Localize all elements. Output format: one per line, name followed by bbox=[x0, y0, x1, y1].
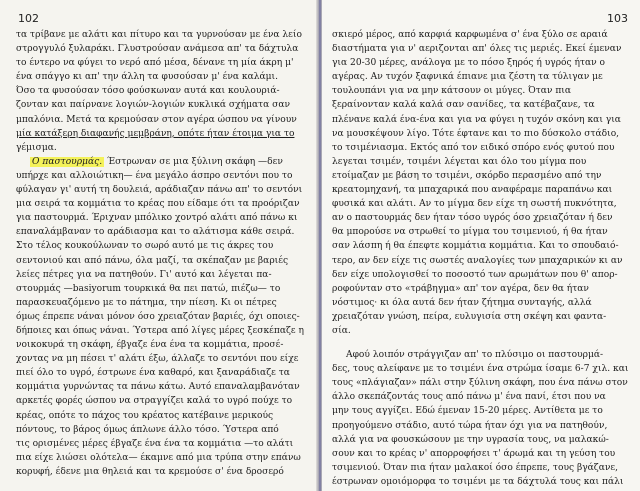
text-line: μία κατάξερη διαφανής μεμβράνη, οπότε ήταν έτοιμα για το bbox=[16, 128, 295, 139]
left-page-number: 102 bbox=[18, 12, 39, 25]
text-line: το τσιμένιασμα. Εκτός από τον ειδικό σπόρο ενός φυτού που bbox=[332, 142, 615, 153]
text-line: στρογγυλό ξυλαράκι. Γλυστρούσαν ανάμεσα απ' τα δάχτυλα bbox=[16, 44, 299, 55]
text-line: φύλαγαν γι' αυτή τη δουλειά, αράδιαζαν πάνω απ' το σεντόνι bbox=[16, 185, 303, 196]
text-line: Όσο τα φυσούσαν τόσο φούσκωναν αυτά και κουλουριά- bbox=[16, 86, 280, 97]
text-line: κρεατομηχανή, τα μπαχαρικά που αναφέραμε παραπάνω και bbox=[332, 185, 613, 196]
text-line: τα τρίβανε με αλάτι και πίτυρο και τα γυρνούσαν με ένα λείο bbox=[16, 30, 302, 40]
text-line: δεν είχε υπολογισθεί το ποσοστό των αρωμάτων που θ' απορ- bbox=[332, 269, 618, 280]
text-line: ένα σπάγγο κι απ' την άλλη τα φυσούσαν μ' ένα καλάμι. bbox=[16, 72, 278, 83]
right-page bbox=[322, 0, 640, 491]
left-page bbox=[0, 0, 318, 491]
left-page-text bbox=[16, 28, 306, 479]
text-line: Στο τέλος κουκούλωναν το σωρό αυτό με τις άκρες του bbox=[16, 241, 274, 252]
text-line: σαν λάσπη ή θα έπεφτε κομμάτια κομμάτια. Και το σπουδαιό- bbox=[332, 241, 619, 252]
text-line: για 20-30 μέρες, ανάλογα με το πόσο ξηρός ή υγρός ήταν ο bbox=[332, 58, 606, 69]
text-line: ροφούνταν στο «τράβηγμα» απ' τον αγέρα, δεν θα ήταν bbox=[332, 283, 589, 294]
text-line: σκιερό μέρος, από καρφιά καρφωμένα σ' ένα ξύλο σε αραιά bbox=[332, 30, 608, 40]
text-line: πια είχε λιώσει ολότελα— έκαμνε από μια τρύπα στην επάνω bbox=[16, 452, 301, 463]
text-line: επαναλάμβαναν το αράδιασμα και το αλάτισμα κάθε σειρά. bbox=[16, 227, 295, 238]
text-line: νόστιμος· κι όλα αυτά δεν ήταν ζήτημα συνταγής, αλλά bbox=[332, 297, 592, 308]
paragraph-gap bbox=[332, 338, 628, 348]
text-line: δες, τους αλείφανε με το τσιμένι ένα στρώμα ίσαμε 6-7 χιλ. και bbox=[332, 364, 628, 375]
text-line: πλένανε καλά ένα-ένα και για να φύγει η τυχόν σκόνη και για bbox=[332, 114, 621, 125]
text-line: μια σειρά τα κομμάτια το κρέας που είδαμε ότι τα προόριζαν bbox=[16, 199, 300, 210]
text-line: τσιμενιού. Όταν πια ήταν μαλακοί όσο έπρεπε, τους βγάζανε, bbox=[332, 462, 618, 473]
text-line: Αφού λοιπόν στράγγιζαν απ' το πλύσιμο οι παστουρμά- bbox=[346, 350, 604, 361]
section-heading-line bbox=[16, 155, 306, 169]
text-line: ετοίμαζαν με βάση το τσιμένι, σκόρδο περασμένο από την bbox=[332, 170, 602, 181]
text-line: για παστουρμά. Έριχναν μπόλικο χοντρό αλάτι από πάνω κι bbox=[16, 213, 298, 224]
text-line: λείες πέτρες για να πατηθούν. Γι' αυτό και λέγεται πα- bbox=[16, 269, 272, 280]
text-line: σουν και το κρέας ν' απορροφήσει τ' άρωμά και τη γεύση του bbox=[332, 448, 616, 459]
text-line: αρκετές φορές ώσπου να στραγγίζει καλά το υγρό πούχε το bbox=[16, 396, 293, 407]
highlighted-heading: Ο παστουρμάς. bbox=[32, 156, 103, 167]
text-line: τους «πλάγιαζαν» πάλι στην ξύλινη σκάφη, που ένα πάνω στον bbox=[332, 378, 628, 389]
text-line: υπήρχε και αλλοιώτικη— ένα μεγάλο άσπρο σεντόνι που το bbox=[16, 170, 293, 181]
text-line: τερο, αν δεν είχε τις σωστές αναλογίες των μπαχαρικών κι αν bbox=[332, 255, 623, 266]
text-line: αγέρας. Αν τυχόν ξαφνικά έπιανε μια ζέστη τα τύλιγαν με bbox=[332, 72, 603, 83]
text-line: σία. bbox=[332, 325, 351, 336]
text-line: να μουσκέψουν λίγο. Τότε έφτανε και το πιο δύσκολο στάδιο, bbox=[332, 128, 620, 139]
text-line: μην τους αγγίζει. Εδώ έμεναν 15-20 μέρες. Αντίθετα με το bbox=[332, 406, 603, 417]
text-line: αλλά για να φουσκώσουν με την υγρασία τους, να μαλακώ- bbox=[332, 434, 609, 445]
text-line: διαστήματα για ν' αεριζονται απ' όλες τις μεριές. Εκεί έμεναν bbox=[332, 44, 622, 55]
text-line: θα μπορούσε να στρωθεί το μίγμα του τσιμενιού, ή θα ήταν bbox=[332, 227, 608, 238]
text-line: άλλο σκεπάζοντάς τους από πάνω μ' ένα πανί, έτσι που να bbox=[332, 392, 606, 403]
text-line: φυσικά και αλάτι. Αν το μίγμα δεν είχε τη σωστή πυκνότητα, bbox=[332, 199, 617, 210]
text-line: κομμάτια γυρνώντας τα πάνω κάτω. Αυτό επαναλαμβανόταν bbox=[16, 382, 300, 393]
text-line: προηγούμενο στάδιο, αυτό τώρα ήταν όχι για να πατηθούν, bbox=[332, 420, 608, 431]
text-line: τις ορισμένες μέρες έβγαζε ένα ένα τα κομμάτια —το αλάτι bbox=[16, 438, 294, 449]
text-line: χρειαζόταν γνώση, πείρα, ευλυγισία στη σκέψη και φαντα- bbox=[332, 311, 607, 322]
text-line: στουρμάς —basiyorum τουρκικά θα πει πατώ, πιέζω— το bbox=[16, 283, 281, 294]
text-line: σεντονιού και από πάνω, όλα μαζί, τα σκέπαζαν με βαριές bbox=[16, 255, 289, 266]
text-line: νοικοκυρά τη σκάφη, έβγαζε ένα ένα τα κομμάτια, προσέ- bbox=[16, 340, 284, 351]
text-line: αν ο παστουρμάς δεν ήταν τόσο υγρός όσο χρειαζόταν ή δεν bbox=[332, 213, 613, 224]
text-line: το έντερο να φύγει το νερό από μέσα, δένανε τη μία άκρη μ' bbox=[16, 58, 294, 69]
right-page-text bbox=[332, 28, 628, 489]
text-line: τουλουπάνι για να μην κάτσουν οι μύγες. Όταν πια bbox=[332, 86, 572, 97]
text-line: δήποιες και όπως νάναι. Ύστερα από λίγες μέρες ξεσκέπαζε η bbox=[16, 325, 304, 336]
text-line: γέμισμα. bbox=[16, 142, 57, 153]
text-line: χοντας να μη πέσει τ' αλάτι έξω, άλλαζε το σεντόνι που είχε bbox=[16, 354, 299, 365]
text-line: κρέας, οπότε το πάχος του κρέατος κατέβαινε μερικούς bbox=[16, 410, 274, 421]
text-line: λεγεται τσιμέν, τσιμένι λέγεται και όλο του μίγμα που bbox=[332, 156, 587, 167]
text-line: μπαλόνια. Μετά τα κρεμούσαν στον αγέρα ώσπου να γίνουν bbox=[16, 114, 297, 125]
text-line: πιεί όλο το υγρό, έστρωνε ένα καθαρό, και ξαναράδιαζε τα bbox=[16, 368, 290, 379]
heading-line-rest: Έστρωναν σε μια ξύλινη σκάφη —δεν bbox=[104, 156, 283, 167]
text-line: έστρωναν ομοιόμορφα το τσιμένι με τα δάχτυλά τους και πάλι bbox=[332, 476, 624, 487]
text-line: παρασκευαζόμενο με το πάτημα, την πίεση. Κι οι πέτρες bbox=[16, 297, 277, 308]
text-line: ζονταν και παίρνανε λογιών-λογιών κυκλικά σχήματα σαν bbox=[16, 100, 291, 111]
text-line: ξεραίνονταν καλά καλά σαν σανίδες, τα κατέβαζανε, τα bbox=[332, 100, 595, 111]
right-page-number: 103 bbox=[607, 12, 628, 25]
text-line: όμως έπρεπε νάναι μόνον όσο χρειαζόταν βαριές, όχι οποιες- bbox=[16, 311, 300, 322]
text-line: κορυφή, έδενε μια θηλειά και τα κρεμούσε σ' ένα δροσερό bbox=[16, 466, 284, 477]
text-line: πόντους, το βάρος όμως άπλωνε άλλο τόσο. Ύστερα από bbox=[16, 424, 279, 435]
